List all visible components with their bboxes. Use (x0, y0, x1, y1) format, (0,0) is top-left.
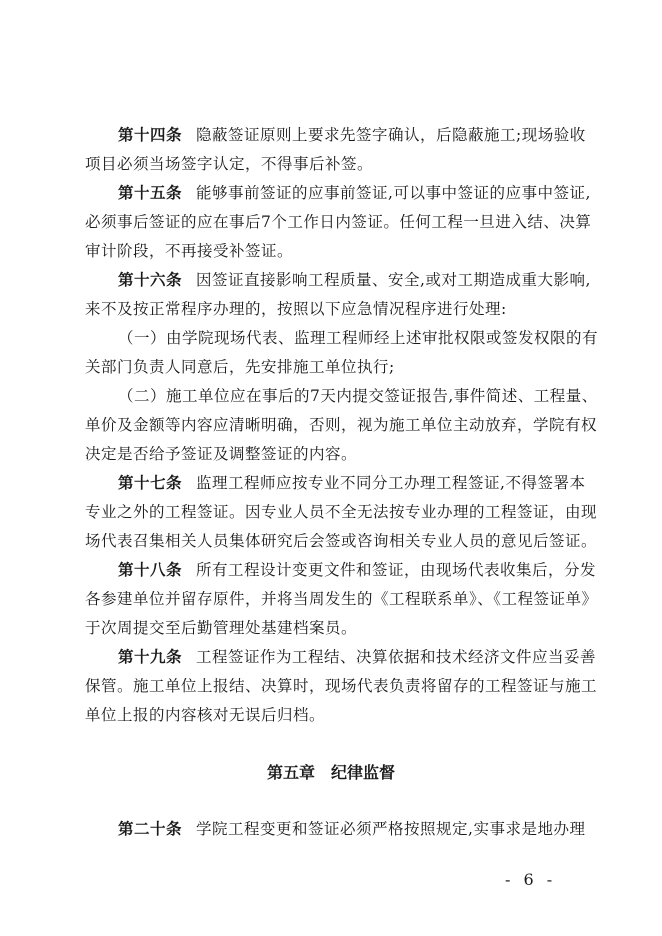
line-text: 保管。施工单位上报结、决算时，现场代表负责将留存的工程签证与施工 (85, 677, 598, 695)
line-text: 专业之外的工程签证。因专业人员不全无法按专业办理的工程签证，由现 (85, 503, 598, 521)
line-text: （一）由学院现场代表、监理工程师经上述审批权限或签发权限的有 (118, 329, 599, 347)
article-label: 第十五条 (118, 184, 183, 202)
text-line (85, 208, 592, 237)
line-text: 各参建单位并留存原件，并将当周发生的《工程联系单》、《工程签证单》 (85, 590, 598, 608)
text-line (85, 121, 586, 150)
text-line (85, 150, 575, 179)
text-line (85, 643, 597, 672)
line-text: 单价及金额等内容应清晰明确，否则，视为施工单位主动放弃，学院有权 (85, 416, 598, 434)
document-body (85, 121, 599, 730)
line-text: 决定是否给予签证及调整签证的内容。 (85, 445, 358, 463)
article-label: 第十八条 (118, 561, 183, 579)
chapter-heading: 第五章 纪律监督 (266, 763, 395, 782)
line-text: （二）施工单位应在事后的7天内提交签证报告,事件简述、工程量、 (118, 387, 598, 405)
line-text: 所有工程设计变更文件和签证，由现场代表收集后，分发 (196, 561, 597, 579)
line-text: 场代表召集相关人员集体研究后会签或咨询相关专业人员的意见后签证。 (85, 532, 598, 550)
article-label: 第十七条 (118, 474, 183, 492)
article-paragraph (85, 469, 598, 556)
line-text: 监理工程师应按专业不同分工办理工程签证,不得签署本 (196, 474, 586, 492)
article-paragraph (85, 324, 599, 382)
line-text: 能够事前签证的应事前签证,可以事中签证的应事中签证, (196, 184, 591, 202)
line-text: 项目必须当场签字认定，不得事后补签。 (85, 155, 374, 173)
text-line (85, 179, 591, 208)
text-line (85, 237, 575, 266)
article-label: 第十六条 (118, 271, 183, 289)
text-line (85, 353, 575, 382)
text-line (85, 411, 598, 440)
article-20 (85, 815, 586, 844)
text-line (85, 701, 575, 730)
line-text: 关部门负责人同意后，先安排施工单位执行; (85, 358, 395, 376)
article-paragraph (85, 643, 598, 730)
line-text: 于次周提交至后勤管理处基建档案员。 (85, 619, 358, 637)
line-text: 审计阶段，不再接受补签证。 (85, 242, 294, 260)
text-line (85, 295, 575, 324)
article-label: 第十九条 (118, 648, 183, 666)
article-paragraph (85, 121, 586, 179)
text-line (85, 556, 597, 585)
line-text: 因签证直接影响工程质量、安全,或对工期造成重大影响, (196, 271, 591, 289)
line-text: 工程签证作为工程结、决算依据和技术经济文件应当妥善 (196, 648, 597, 666)
article-paragraph (85, 179, 592, 266)
text-line (85, 382, 598, 411)
article-paragraph (85, 382, 598, 469)
text-line (85, 498, 598, 527)
text-line (85, 672, 598, 701)
article-paragraph (85, 266, 591, 324)
text-line (85, 614, 575, 643)
line-text: 来不及按正常程序办理的，按照以下应急情况程序进行处理: (85, 300, 507, 318)
text-line (85, 469, 586, 498)
text-line (85, 324, 599, 353)
text-line (85, 527, 598, 556)
line-text: 隐蔽签证原则上要求先签字确认，后隐蔽施工;现场验收 (196, 126, 586, 144)
text-line (85, 585, 598, 614)
page-number: - 6 - (505, 870, 557, 889)
line-text: 必须事后签证的应在事后7个工作日内签证。任何工程一旦进入结、决算 (85, 213, 592, 231)
article-text: 学院工程变更和签证必须严格按照规定,实事求是地办理 (196, 820, 586, 838)
article-label: 第二十条 (118, 820, 183, 838)
line-text: 单位上报的内容核对无误后归档。 (85, 706, 326, 724)
text-line (85, 266, 591, 295)
article-paragraph (85, 556, 598, 643)
article-label: 第十四条 (118, 126, 183, 144)
text-line (85, 440, 575, 469)
